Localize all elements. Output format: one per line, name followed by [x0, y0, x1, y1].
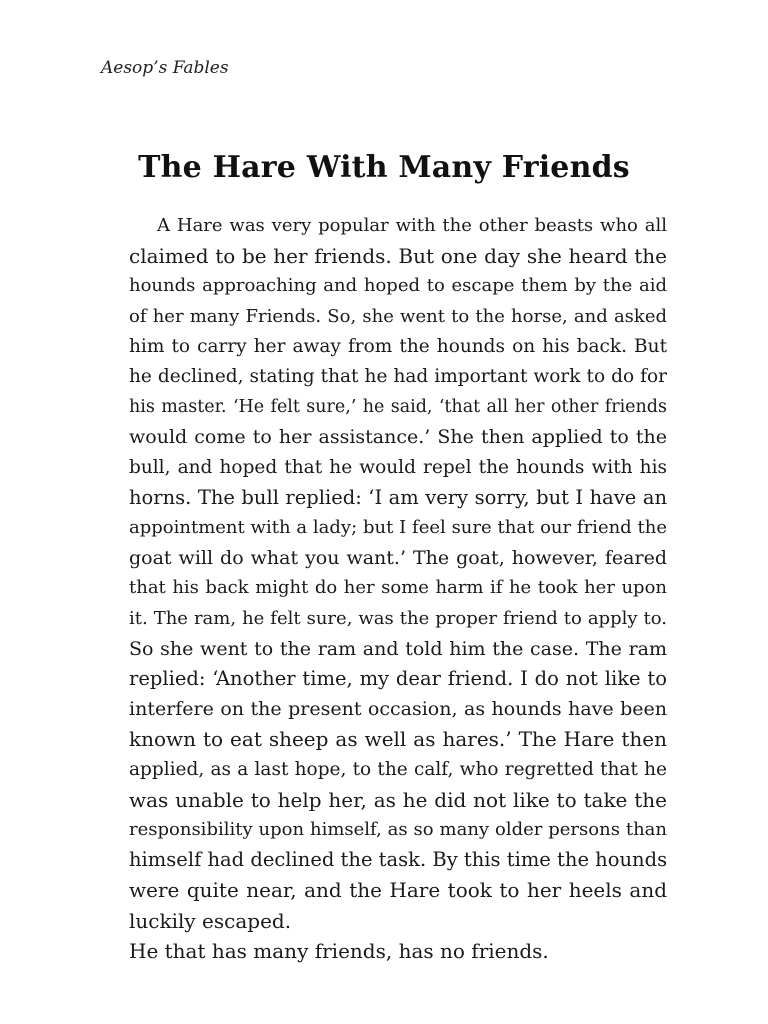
story-body [101, 211, 667, 966]
text-line: hounds approaching and hoped to escape them by the aid [129, 275, 667, 297]
text-line: his master. ‘He felt sure,’ he said, ‘that all her other friends [129, 397, 667, 418]
story-paragraph [101, 211, 667, 936]
text-line: interfere on the present occasion, as hounds have been [129, 698, 667, 721]
text-line: goat will do what you want.’ The goat, however, feared [129, 547, 667, 570]
text-line: it. The ram, he felt sure, was the proper friend to apply to. [129, 607, 667, 629]
text-line: responsibility upon himself, as so many older persons than [129, 819, 667, 841]
running-head: Aesop’s Fables [101, 58, 229, 78]
text-line: known to eat sheep as well as hares.’ The Hare then [129, 727, 667, 752]
text-line: he declined, stating that he had important work to do for [129, 366, 667, 388]
story-moral: He that has many friends, has no friends. [129, 938, 549, 963]
text-line: bull, and hoped that he would repel the hounds with his [129, 456, 667, 478]
text-line: applied, as a last hope, to the calf, who regretted that he [129, 758, 667, 780]
text-line: appointment with a lady; but I feel sure that our friend the [129, 517, 667, 539]
story-title: The Hare With Many Friends [138, 150, 630, 185]
text-line: replied: ‘Another time, my dear friend. I do not like to [129, 667, 667, 691]
text-line: him to carry her away from the hounds on his back. But [129, 335, 667, 357]
text-line: were quite near, and the Hare took to her heels and [129, 878, 667, 903]
text-line: that his back might do her some harm if he took her upon [129, 577, 667, 599]
text-line: horns. The bull replied: ‘I am very sorry, but I have an [129, 485, 667, 509]
text-line: would come to her assistance.’ She then applied to the [129, 426, 667, 449]
text-line: of her many Friends. So, she went to the horse, and asked [129, 305, 667, 327]
text-line: A Hare was very popular with the other beasts who all [157, 215, 667, 236]
text-line: claimed to be her friends. But one day she heard the [129, 244, 667, 269]
text-line: himself had declined the task. By this time the hounds [129, 848, 667, 872]
text-line: So she went to the ram and told him the case. The ram [129, 637, 667, 660]
text-line: luckily escaped. [129, 908, 292, 933]
text-line: was unable to help her, as he did not like to take the [129, 787, 667, 812]
